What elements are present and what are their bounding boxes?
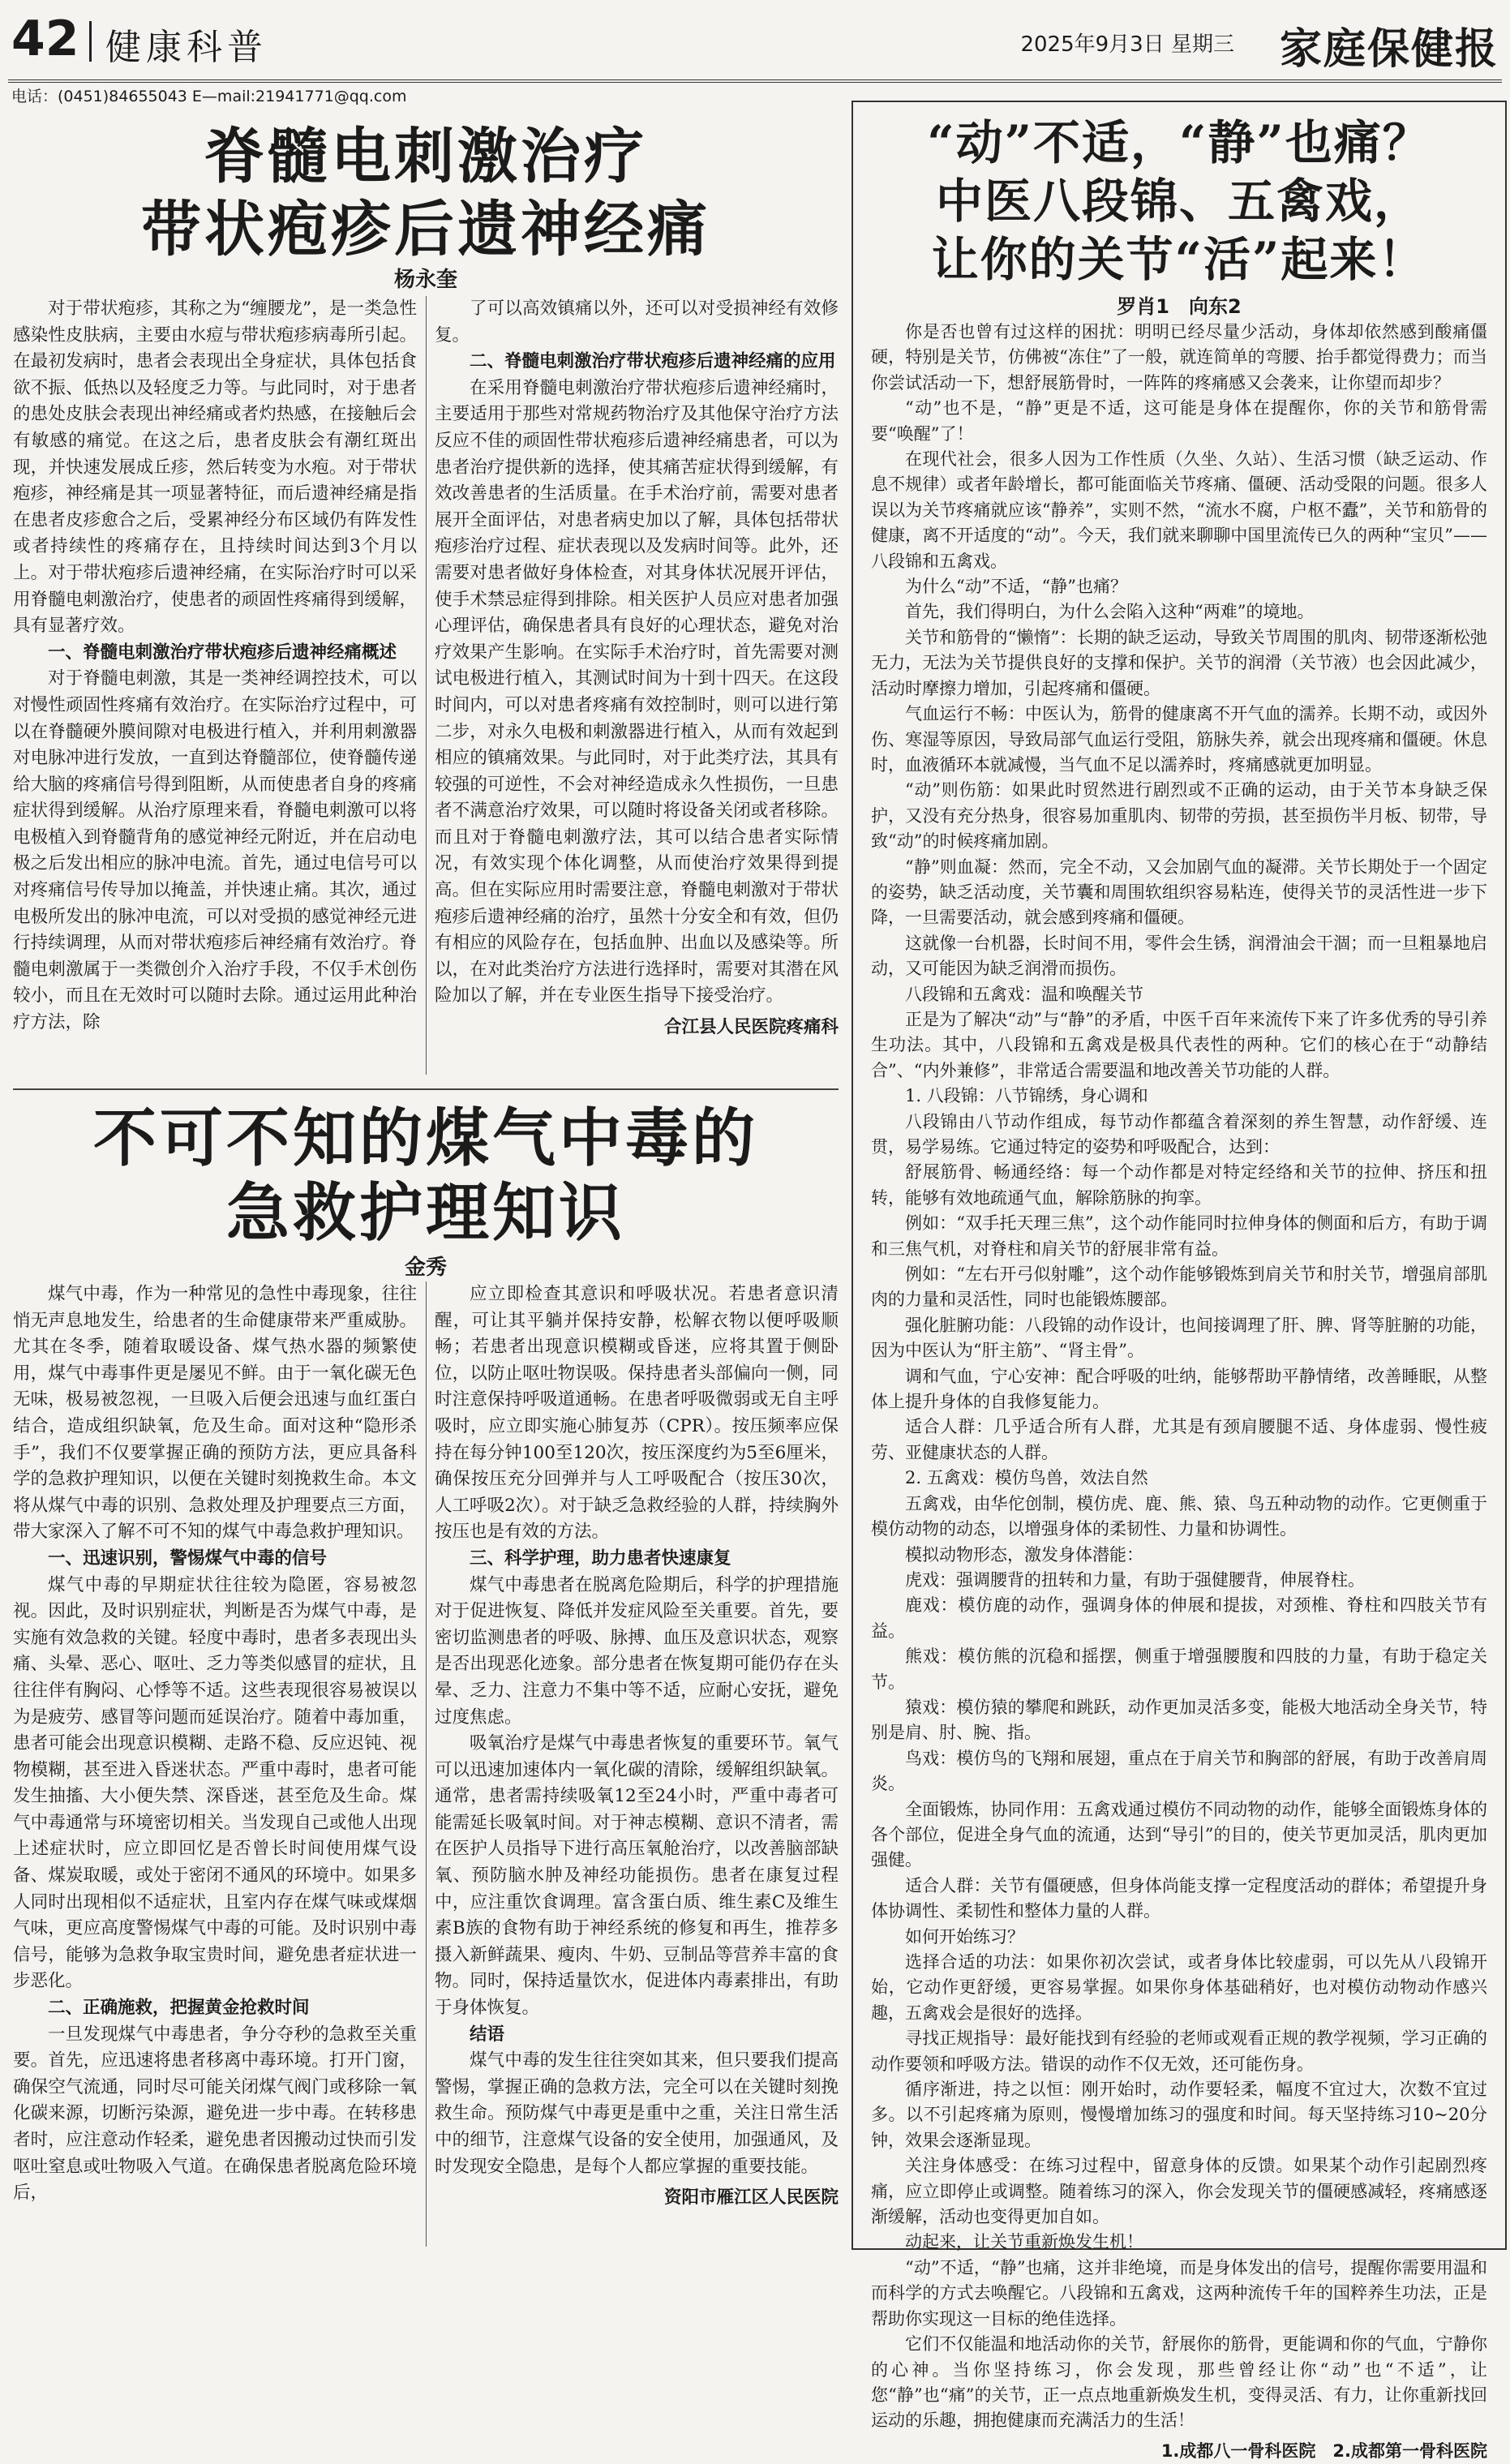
paragraph: 寻找正规指导：最好能找到有经验的老师或观看正规的教学视频，学习正确的动作要领和呼吸方法。错误的动作不仅无效，还可能伤身。: [871, 2028, 1487, 2074]
paragraph: 煤气中毒，作为一种常见的急性中毒现象，往往悄无声息地发生，给患者的生命健康带来严重威胁。尤其在冬季，随着取暖设备、煤气热水器的频繁使用，煤气中毒事件更是屡见不鲜。由于一氧化碳无色无味，极易被忽视，一旦吸入后便会迅速与血红蛋白结合，造成组织缺氧，危及生命。面对这种“隐形杀手”，我们不仅要掌握正确的预防方法，更应具备科学的急救护理知识，以便在关键时刻挽救生命。本文将从煤气中毒的识别、急救处理及护理要点三方面，带大家深入了解不可不知的煤气中毒急救护理知识。: [13, 1284, 417, 1543]
paragraph: 对于脊髓电刺激，其是一类神经调控技术，可以对慢性顽固性疼痛有效治疗。在实际治疗过程中，可以在脊髓硬外膜间隙对电极进行植入，并利用刺激器对电脉冲进行发放，一直到达脊髓部位，使脊髓传递给大脑的疼痛信号得到阻断，从而使患者自身的疼痛症状得到缓解。从治疗原理来看，脊髓电刺激可以将电极植入到脊髓背角的感觉神经元附近，并在启动电极之后发出相应的脉冲电流。首先，通过电信号可以对疼痛信号传导加以掩盖，并快速止痛。其次，通过电极所发出的脉冲电流，可以对受损的感觉神经元进行持续调理，从而对带状疱疹后神经痛有效治疗。脊髓电刺激属于一类微创介入治疗手段，不仅手术创伤较小，而且在无效时可以随时去除。通过运用此种治疗方法，除: [13, 668, 417, 1033]
section-title: 健康科普: [105, 27, 268, 68]
article-1-headline: [13, 120, 839, 266]
paragraph: 关节和筋骨的“懒惰”：长期的缺乏运动，导致关节周围的肌肉、韧带逐渐松弛无力，无法为关节提供良好的支撑和保护。关节的润滑（关节液）也会因此减少，活动时摩擦力增加，引起疼痛和僵硬。: [871, 627, 1487, 698]
article-3-title-line-1: “动”不适，“静”也痛？: [927, 115, 1431, 170]
article-1-column-2: [435, 296, 839, 1079]
article-spinal-stimulation: [13, 114, 839, 1083]
paragraph: 为什么“动”不适，“静”也痛？: [905, 577, 1127, 597]
article-1-author: 杨永奎: [393, 268, 457, 292]
article-3-authors: 罗肖1 向东2: [1117, 295, 1242, 318]
paragraph: 舒展筋骨、畅通经络：每一个动作都是对特定经络和关节的拉伸、挤压和扭转，能够有效地疏通气血，解除筋脉的拘挛。: [871, 1162, 1487, 1208]
subheading: 结语: [470, 2024, 505, 2045]
newspaper-name: 家庭保健报: [1279, 24, 1499, 74]
source-credit: 资阳市雁江区人民医院: [663, 2187, 839, 2209]
paragraph: 一旦发现煤气中毒患者，争分夺秒的急救至关重要。首先，应迅速将患者移离中毒环境。打开门窗，确保空气流通，同时尽可能关闭煤气阀门或移除一氧化碳来源，切断污染源，避免进一步中毒。在转移患者时，应注意动作轻柔，避免患者因搬动过快而引发呕吐窒息或吐物吸入气道。在确保患者脱离危险环境后，: [13, 2024, 417, 2204]
paragraph: 应立即检查其意识和呼吸状况。若患者意识清醒，可让其平躺并保持安静，松解衣物以便呼吸顺畅；若患者出现意识模糊或昏迷，应将其置于侧卧位，以防止呕吐物误吸。保持患者头部偏向一侧，同时注意保持呼吸道通畅。在患者呼吸微弱或无自主呼吸时，应立即实施心肺复苏（CPR）。按压频率应保持在每分钟100至120次，按压深度约为5至6厘米，确保按压充分回弹并与人工呼吸配合（按压30次，人工呼吸2次）。对于缺乏急救经验的人群，持续胸外按压也是有效的方法。: [435, 1284, 839, 1543]
subheading: 二、脊髓电刺激治疗带状疱疹后遗神经痛的应用: [470, 351, 836, 372]
paragraph: 鸟戏：模仿鸟的飞翔和展翅，重点在于肩关节和胸部的舒展，有助于改善肩周炎。: [871, 1748, 1487, 1794]
column-divider: [426, 296, 427, 1075]
article-2-author: 金秀: [404, 1256, 447, 1280]
paragraph: 了可以高效镇痛以外，还可以对受损神经有效修复。: [435, 298, 839, 346]
paragraph: 全面锻炼，协同作用：五禽戏通过模仿不同动物的动作，能够全面锻炼身体的各个部位，促进全身气血的流通，达到“导引”的目的，使关节更加灵活，肌肉更加强健。: [871, 1799, 1487, 1870]
paragraph: 煤气中毒的早期症状往往较为隐匿，容易被忽视。因此，及时识别症状，判断是否为煤气中毒，是实施有效急救的关键。轻度中毒时，患者多表现出头痛、头晕、恶心、呕吐、乏力等类似感冒的症状，且往往伴有胸闷、心悸等不适。这些表现很容易被误以为是疲劳、感冒等问题而延误治疗。随着中毒加重，患者可能会出现意识模糊、走路不稳、反应迟钝、视物模糊，甚至进入昏迷状态。严重中毒时，患者可能发生抽搐、大小便失禁、深昏迷，甚至危及生命。煤气中毒通常与环境密切相关。当发现自己或他人出现上述症状时，应立即回忆是否曾长时间使用煤气设备、煤炭取暖，或处于密闭不通风的环境中。如果多人同时出现相似不适症状，且室内存在煤气味或煤烟气味，更应高度警惕煤气中毒的可能。及时识别中毒信号，能够为急救争取宝贵时间，避免患者症状进一步恶化。: [13, 1574, 417, 1992]
subheading: 三、科学护理，助力患者快速康复: [470, 1548, 731, 1569]
paragraph: 在采用脊髓电刺激治疗带状疱疹后遗神经痛时，主要适用于那些对常规药物治疗及其他保守治疗方法反应不佳的顽固性带状疱疹后遗神经痛患者，可以为患者治疗提供新的选择，使其痛苦症状得到缓解，有效改善患者的生活质量。在手术治疗前，需要对患者展开全面评估，对患者病史加以了解，具体包括带状疱疹治疗过程、症状表现以及发病时间等。此外，还需要对患者做好身体检查，对其身体状况展开评估，使手术禁忌症得到排除。相关医护人员应对患者加强心理评估，确保患者具有良好的心理状态，避免对治疗效果产生影响。在实际手术治疗时，首先需要对测试电极进行植入，其测试时间为十到十四天。在这段时间内，可以对患者疼痛有效控制时，则可以进行第二步，对永久电极和刺激器进行植入，从而有效起到相应的镇痛效果。与此同时，对于此类疗法，其具有较强的可逆性，不会对神经造成永久性损伤，一旦患者不满意治疗效果，可以随时将设备关闭或者移除。而且对于脊髓电刺激疗法，其可以结合患者实际情况，有效实现个体化调整，从而使治疗效果得到提高。但在实际应用时需要注意，脊髓电刺激对于带状疱疹后遗神经痛的治疗，虽然十分安全和有效，但仍有相应的风险存在，包括血肿、出血以及感染等。所以，在对此类治疗方法进行选择时，需要对其潜在风险加以了解，并在专业医生指导下接受治疗。: [435, 377, 839, 1007]
masthead: [8, 0, 1502, 83]
paragraph: 如何开始练习？: [905, 1926, 1024, 1947]
column-divider: [426, 1281, 427, 2247]
paragraph: 熊戏：模仿熊的沉稳和摇摆，侧重于增强腰腹和四肢的力量，有助于稳定关节。: [871, 1646, 1487, 1692]
paragraph: 鹿戏：模仿鹿的动作，强调身体的伸展和提拔，对颈椎、脊柱和四肢关节有益。: [871, 1595, 1487, 1641]
article-2-title-line-1: 不可不知的煤气中毒的: [92, 1101, 758, 1175]
contact-line: 电话：(0451)84655043 E—mail:21941771@qq.com: [11, 88, 407, 105]
paragraph: 猿戏：模仿猿的攀爬和跳跃，动作更加灵活多变，能极大地活动全身关节，特别是肩、肘、腕、指。: [871, 1697, 1487, 1743]
paragraph: 在现代社会，很多人因为工作性质（久坐、久站）、生活习惯（缺乏运动、作息不规律）或者年龄增长，都可能面临关节疼痛、僵硬、活动受限的问题。很多人误以为关节疼痛就应该“静养”，实则不然，“流水不腐，户枢不蠹”，关节和筋骨的健康，离不开适度的“动”。今天，我们就来聊聊中国里流传已久的两种“宝贝”——八段锦和五禽戏。: [871, 449, 1487, 571]
paragraph: 1. 八段锦：八节锦绣，身心调和: [905, 1086, 1148, 1106]
article-1-column-1: [13, 296, 417, 1079]
subheading: 一、迅速识别，警惕煤气中毒的信号: [48, 1548, 328, 1569]
paragraph: 适合人群：几乎适合所有人群，尤其是有颈肩腰腿不适、身体虚弱、慢性疲劳、亚健康状态的人群。: [871, 1417, 1487, 1462]
page-number: 42: [11, 11, 79, 67]
paragraph: 它们不仅能温和地活动你的关节，舒展你的筋骨，更能调和你的气血，宁静你的心神。当你坚持练习，你会发现，那些曾经让你“动”也“不适”，让您“静”也“痛”的关节，正一点点地重新焕发生机，变得灵活、有力，让你重新找回运动的乐趣，拥抱健康而充满活力的生活！: [871, 2334, 1487, 2431]
paragraph: 八段锦由八节动作组成，每节动作都蕴含着深刻的养生智慧，动作舒缓、连贯，易学易练。它通过特定的姿势和呼吸配合，达到：: [871, 1111, 1487, 1157]
paragraph: 你是否也曾有过这样的困扰：明明已经尽量少活动，身体却依然感到酸痛僵硬，特别是关节，仿佛被“冻住”了一般，就连简单的弯腰、抬手都觉得费力；而当你尝试活动一下，想舒展筋骨时，一阵阵的疼痛感又会袭来，让你望而却步？: [871, 322, 1487, 393]
article-3-title-line-2: 中医八段锦、五禽戏，: [935, 174, 1422, 229]
paragraph: 例如：“左右开弓似射雕”，这个动作能够锻炼到肩关节和肘关节，增强肩部肌肉的力量和灵活性，同时也能锻炼腰部。: [871, 1264, 1487, 1310]
issue-date: 2025年9月3日 星期三: [1020, 32, 1234, 57]
paragraph: 选择合适的功法：如果你初次尝试，或者身体比较虚弱，可以先从八段锦开始，它动作更舒缓，更容易掌握。如果你身体基础稍好，也对模仿动物动作感兴趣，五禽戏会是很好的选择。: [871, 1952, 1487, 2023]
article-1-title-line-2: 带状疱疹后遗神经痛: [141, 195, 710, 264]
paragraph: “动”不适，“静”也痛，这并非绝境，而是身体发出的信号，提醒你需要用温和而科学的方式去唤醒它。八段锦和五禽戏，这两种流传千年的国粹养生功法，正是帮助你实现这一目标的绝佳选择。: [871, 2257, 1487, 2329]
article-2-column-1: [13, 1281, 417, 2251]
paragraph: 适合人群：关节有僵硬感，但身体尚能支撑一定程度活动的群体；希望提升身体协调性、柔韧性和整体力量的人群。: [871, 1875, 1487, 1921]
paragraph: “静”则血凝：然而，完全不动，又会加剧气血的凝滞。关节长期处于一个固定的姿势，缺乏活动度，关节囊和周围软组织容易粘连，使得关节的灵活性进一步下降，一旦需要活动，就会感到疼痛和僵硬。: [871, 856, 1487, 928]
paragraph: 煤气中毒患者在脱离危险期后，科学的护理措施对于促进恢复、降低并发症风险至关重要。首先，要密切监测患者的呼吸、脉搏、血压及意识状态，观察是否出现恶化迹象。部分患者在恢复期可能仍存在头晕、乏力、注意力不集中等不适，应耐心安抚，避免过度焦虑。: [435, 1574, 839, 1728]
article-tcm-exercise-box: [852, 101, 1507, 2461]
paragraph: 2. 五禽戏：模仿鸟兽，效法自然: [905, 1468, 1148, 1488]
article-2-title-line-2: 急救护理知识: [225, 1176, 625, 1250]
article-3-headline: [853, 114, 1505, 289]
paragraph: 气血运行不畅：中医认为，筋骨的健康离不开气血的濡养。长期不动，或因外伤、寒湿等原因，导致局部气血运行受阻，筋脉失养，就会出现疼痛和僵硬。休息时，血液循环本就减慢，当气血不足以濡养时，疼痛感就更加明显。: [871, 704, 1487, 775]
paragraph: 这就像一台机器，长时间不用，零件会生锈，润滑油会干涸；而一旦粗暴地启动，又可能因为缺乏润滑而损伤。: [871, 933, 1487, 979]
paragraph: 例如：“双手托天理三焦”，这个动作能同时拉伸身体的侧面和后方，有助于调和三焦气机，对脊柱和肩关节的舒展非常有益。: [871, 1213, 1487, 1259]
article-3-title-line-3: 让你的关节“活”起来！: [931, 232, 1427, 287]
paragraph: 正是为了解决“动”与“静”的矛盾，中医千百年来流传下来了许多优秀的导引养生功法。其中，八段锦和五禽戏是极具代表性的两种。它们的核心在于“动静结合”、“内外兼修”，非常适合需要温和地改善关节功能的人群。: [871, 1009, 1487, 1080]
source-credit: 合江县人民医院疼痛科: [663, 1017, 839, 1038]
paragraph: “动”也不是，“静”更是不适，这可能是身体在提醒你，你的关节和筋骨需要“唤醒”了！: [871, 398, 1487, 444]
paragraph: 调和气血，宁心安神：配合呼吸的吐纳，能够帮助平静情绪，改善睡眠，从整体上提升身体的自我修复能力。: [871, 1366, 1487, 1412]
paragraph: 虎戏：强调腰背的扭转和力量，有助于强健腰背，伸展脊柱。: [905, 1569, 1365, 1590]
paragraph: “动”则伤筋：如果此时贸然进行剧烈或不正确的运动，由于关节本身缺乏保护，又没有充分热身，很容易加重肌肉、韧带的劳损，甚至损伤半月板、韧带，导致“动”的时候疼痛加剧。: [871, 780, 1487, 852]
source-credit: 1.成都八一骨科医院 2.成都第一骨科医院: [1160, 2440, 1487, 2461]
masthead-divider: [89, 21, 92, 62]
subheading: 一、脊髓电刺激治疗带状疱疹后遗神经痛概述: [48, 642, 397, 663]
article-3-body: [871, 320, 1487, 2461]
paragraph: 八段锦和五禽戏：温和唤醒关节: [905, 984, 1143, 1004]
paragraph: 吸氧治疗是煤气中毒患者恢复的重要环节。氧气可以迅速加速体内一氧化碳的清除，缓解组织缺氧。通常，患者需持续吸氧12至24小时，严重中毒者可能需延长吸氧时间。对于神志模糊、意识不清者，需在医护人员指导下进行高压氧舱治疗，以改善脑部缺氧、预防脑水肿及神经功能损伤。患者在康复过程中，应注重饮食调理。富含蛋白质、维生素C及维生素B族的食物有助于神经系统的修复和再生，推荐多摄入新鲜蔬果、瘦肉、牛奶、豆制品等营养丰富的食物。同时，保持适量饮水，促进体内毒素排出，有助于身体恢复。: [435, 1733, 839, 2019]
paragraph: 关注身体感受：在练习过程中，留意身体的反馈。如果某个动作引起剧烈疼痛，应立即停止或调整。随着练习的深入，你会发现关节的僵硬感减轻，疼痛感逐渐缓解，活动也变得更加自如。: [871, 2156, 1487, 2227]
paragraph: 五禽戏，由华佗创制，模仿虎、鹿、熊、猿、鸟五种动物的动作。它更侧重于模仿动物的动态，以增强身体的柔韧性、力量和协调性。: [871, 1493, 1487, 1539]
subheading: 二、正确施救，把握黄金抢救时间: [48, 1998, 310, 2019]
article-gas-poisoning: [13, 1097, 839, 2252]
article-2-headline: [13, 1101, 839, 1251]
paragraph: 循序渐进，持之以恒：刚开始时，动作要轻柔，幅度不宜过大，次数不宜过多。以不引起疼痛为原则，慢慢增加练习的强度和时间。每天坚持练习10~20分钟，效果会逐渐显现。: [871, 2080, 1487, 2150]
paragraph: 首先，我们得明白，为什么会陷入这种“两难”的境地。: [905, 602, 1315, 622]
paragraph: 模拟动物形态，激发身体潜能：: [905, 1544, 1143, 1565]
paragraph: 动起来，让关节重新焕发生机！: [905, 2232, 1143, 2252]
paragraph: 对于带状疱疹，其称之为“缠腰龙”，是一类急性感染性皮肤病，主要由水痘与带状疱疹病毒所引起。在最初发病时，患者会表现出全身症状，具体包括食欲不振、低热以及轻度乏力等。与此同时，对于患者的患处皮肤会表现出神经痛或者灼热感，在接触后会有敏感的痛觉。在这之后，患者皮肤会有潮红斑出现，并快速发展成丘疹，然后转变为水疱。对于带状疱疹，神经痛是其一项显著特征，而后遗神经痛是指在患者皮疹愈合之后，受累神经分布区域仍有阵发性或者持续性的疼痛存在，且持续时间达到3个月以上。对于带状疱疹后遗神经痛，在实际治疗时可以采用脊髓电刺激治疗，使患者的顽固性疼痛得到缓解，具有显著疗效。: [13, 298, 417, 637]
paragraph: 强化脏腑功能：八段锦的动作设计，也间接调理了肝、脾、肾等脏腑的功能，因为中医认为“肝主筋”、“肾主骨”。: [871, 1315, 1487, 1361]
article-1-title-line-1: 脊髓电刺激治疗: [204, 122, 647, 191]
article-2-column-2: [435, 1281, 839, 2251]
article-separator: [13, 1088, 839, 1090]
paragraph: 煤气中毒的发生往往突如其来，但只要我们提高警惕，掌握正确的急救方法，完全可以在关键时刻挽救生命。预防煤气中毒更是重中之重，关注日常生活中的细节，注意煤气设备的安全使用，加强通风，及时发现安全隐患，是每个人都应掌握的重要技能。: [435, 2050, 839, 2177]
